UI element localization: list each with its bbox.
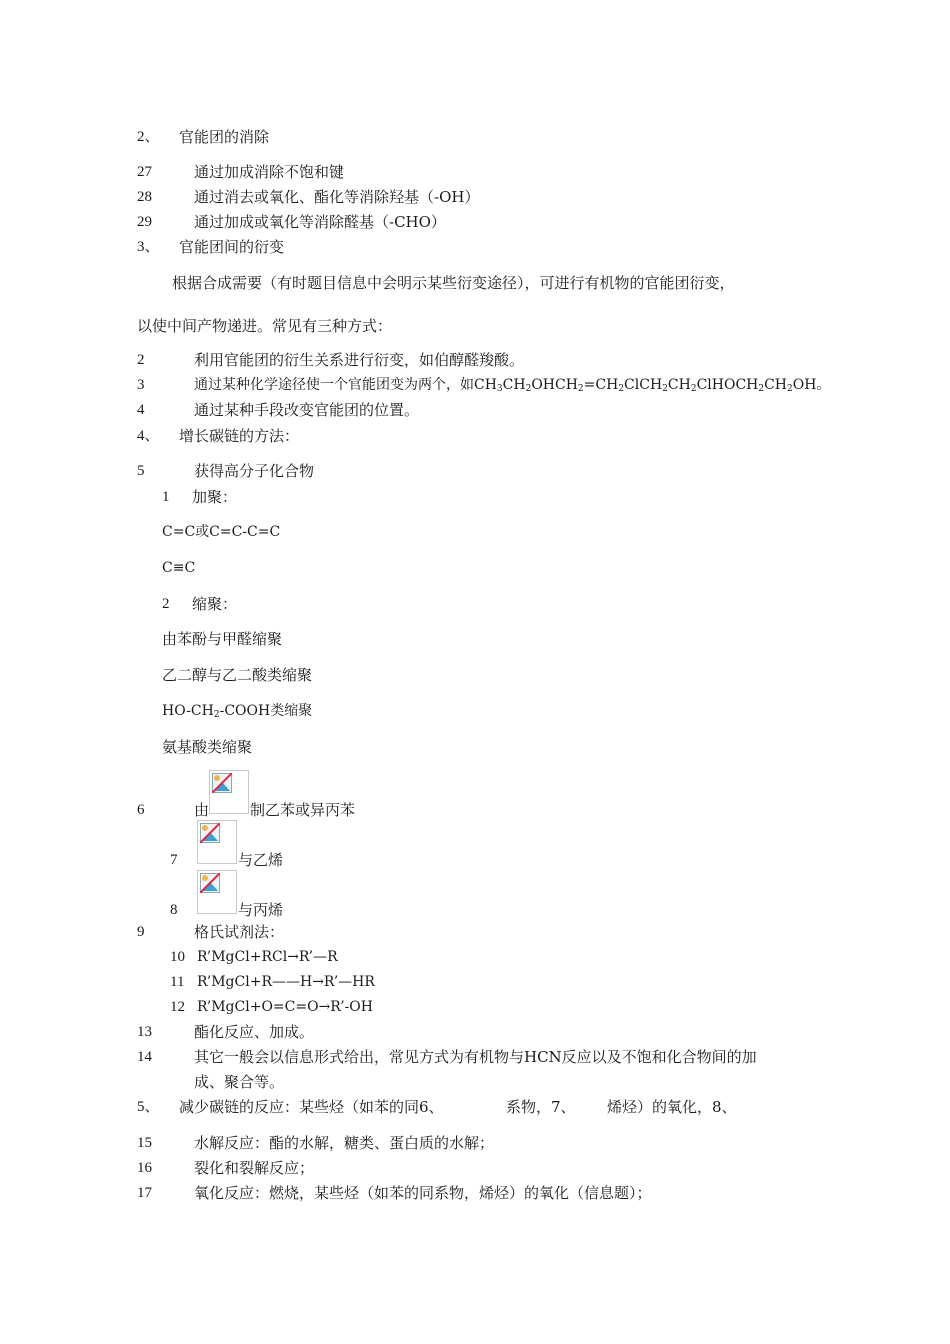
item-17-number: 17 (137, 1185, 152, 1201)
item-12-number: 12 (170, 999, 185, 1015)
item-10-text: R’MgCl+RCl→R’—R (197, 949, 338, 965)
condensation-item-2: 乙二醇与乙二酸类缩聚 (162, 666, 313, 684)
item-7-number: 7 (170, 852, 178, 868)
section-3-number: 3、 (137, 239, 160, 255)
section-5-number: 5、 (137, 1099, 160, 1115)
section-2-title: 官能团的消除 (179, 128, 270, 146)
image-placeholder-7 (197, 820, 237, 864)
item-6-text: 制乙苯或异丙苯 (250, 801, 356, 819)
section-3-title: 官能团间的衍变 (179, 238, 285, 256)
item-7-text: 与乙烯 (238, 851, 284, 869)
item-9-text: 格氏试剂法： (194, 923, 285, 941)
item-12-text: R’MgCl+O=C=O→R’-OH (197, 999, 373, 1015)
condensation-label: 缩聚： (192, 595, 238, 613)
item-11-text: R’MgCl+R——H→R’—HR (197, 974, 375, 990)
item-28-number: 28 (137, 189, 152, 205)
item-15-number: 15 (137, 1135, 152, 1151)
paragraph-line-1: 根据合成需要（有时题目信息中会明示某些衍变途径），可进行有机物的官能团衍变， (172, 274, 735, 292)
image-placeholder-8 (197, 870, 237, 914)
item-16-text: 裂化和裂解反应； (194, 1159, 315, 1177)
alkene-formula: C=C或C=C-C=C (162, 524, 281, 540)
addition-number: 1 (162, 489, 170, 505)
item-8-text: 与丙烯 (238, 901, 284, 919)
item-14-text-cont: 成、聚合等。 (194, 1073, 285, 1091)
item-6-number: 6 (137, 802, 145, 818)
item-3-number: 3 (137, 377, 145, 393)
item-27-text: 通过加成消除不饱和键 (194, 163, 345, 181)
section-4-title: 增长碳链的方法： (179, 427, 300, 445)
item-29-text: 通过加成或氧化等消除醛基（-CHO） (194, 213, 446, 231)
item-13-number: 13 (137, 1024, 152, 1040)
condensation-number: 2 (162, 596, 170, 612)
item-2-text: 利用官能团的衍生关系进行衍变，如伯醇醛羧酸。 (194, 351, 525, 369)
item-17-text: 氧化反应：燃烧，某些烃（如苯的同系物，烯烃）的氧化（信息题）； (194, 1184, 652, 1202)
condensation-item-1: 由苯酚与甲醛缩聚 (162, 630, 283, 648)
broken-image-icon (212, 773, 232, 793)
section-5-text-a: 减少碳链的反应：某些烃（如苯的同6、 (179, 1098, 444, 1116)
item-15-text: 水解反应：酯的水解，糖类、蛋白质的水解； (194, 1134, 495, 1152)
item-4-number: 4 (137, 402, 145, 418)
broken-image-icon (200, 823, 220, 843)
item-9-number: 9 (137, 924, 145, 940)
item-8-number: 8 (170, 902, 178, 918)
broken-image-icon (200, 873, 220, 893)
condensation-item-4: 氨基酸类缩聚 (162, 738, 253, 756)
benzene-image-placeholder (209, 770, 249, 814)
section-2-number: 2、 (137, 129, 160, 145)
alkyne-formula: C≡C (162, 560, 196, 576)
item-28-text: 通过消去或氧化、酯化等消除羟基（-OH） (194, 188, 480, 206)
item-2-number: 2 (137, 352, 145, 368)
item-14-text: 其它一般会以信息形式给出，常见方式为有机物与HCN反应以及不饱和化合物间的加 (194, 1048, 757, 1066)
item-27-number: 27 (137, 164, 152, 180)
item-11-number: 11 (170, 974, 185, 990)
section-5-text-c: 烯烃）的氧化，8、 (607, 1098, 737, 1116)
item-14-number: 14 (137, 1049, 152, 1065)
item-5-number: 5 (137, 463, 145, 479)
item-6-prefix: 由 (194, 801, 210, 819)
item-4-text: 通过某种手段改变官能团的位置。 (194, 401, 420, 419)
item-5-text: 获得高分子化合物 (194, 462, 315, 480)
item-16-number: 16 (137, 1160, 152, 1176)
addition-label: 加聚： (192, 488, 238, 506)
paragraph-line-2: 以使中间产物递进。常见有三种方式： (137, 317, 393, 335)
section-4-number: 4、 (137, 428, 160, 444)
condensation-item-3: $HO-CH_2$-COOH类缩聚 (162, 703, 313, 720)
item-3-text: 通过某种化学途径使一个官能团变为两个，如$CH_3CH_2OHCH_2=CH_2ClCH_2CH_2ClHOCH_2CH_2OH$。 (194, 377, 831, 394)
item-10-number: 10 (170, 949, 185, 965)
section-5-text-b: 系物，7、 (506, 1098, 576, 1116)
item-13-text: 酯化反应、加成。 (194, 1023, 315, 1041)
item-29-number: 29 (137, 214, 152, 230)
